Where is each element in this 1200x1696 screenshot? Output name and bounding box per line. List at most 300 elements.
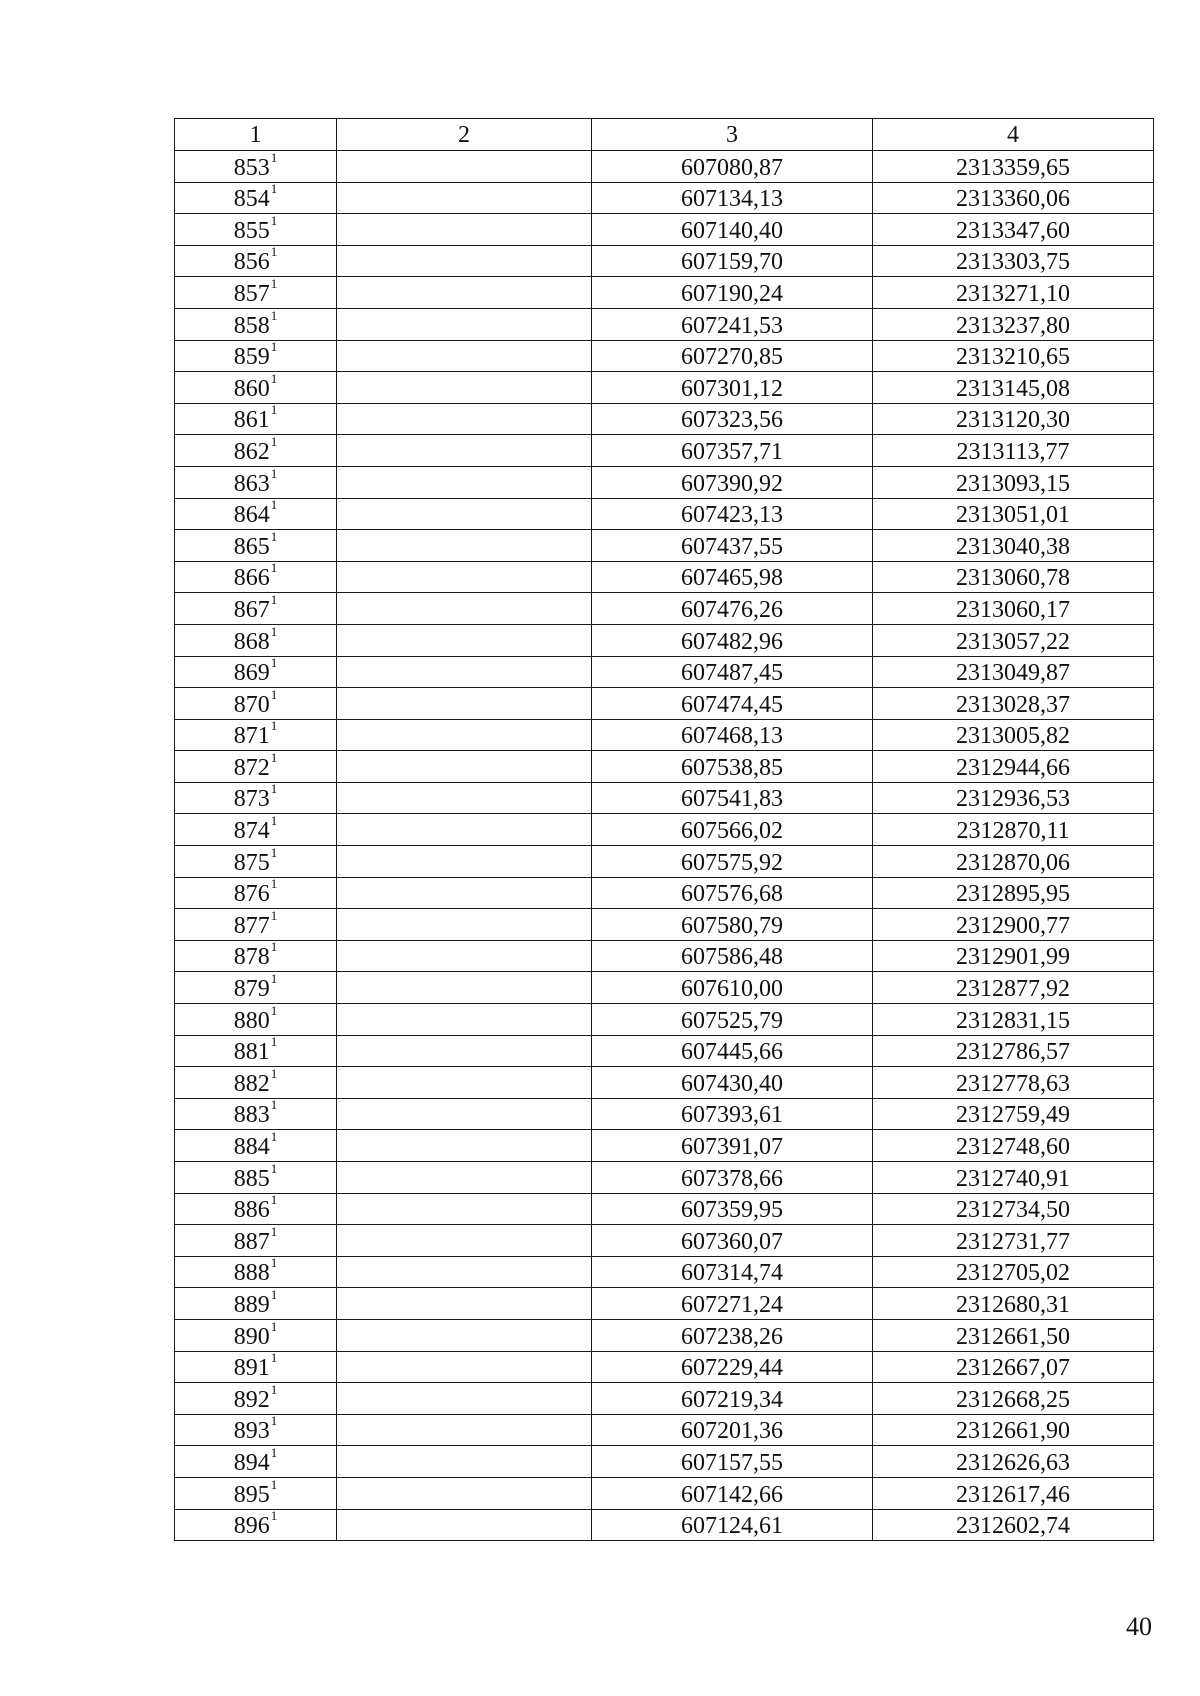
x-coordinate-cell: 607134,13	[592, 182, 873, 214]
y-coordinate-cell: 2313145,08	[873, 372, 1154, 404]
point-number: 889	[233, 1291, 270, 1318]
y-coordinate-cell: 2312786,57	[873, 1035, 1154, 1067]
point-number: 872	[233, 754, 270, 781]
point-number: 883	[233, 1102, 270, 1129]
y-coordinate-cell: 2313060,17	[873, 593, 1154, 625]
table-row	[175, 340, 1154, 372]
point-number-superscript: 1	[270, 1160, 278, 1176]
x-coordinate-cell: 607423,13	[592, 498, 873, 530]
table-row	[175, 972, 1154, 1004]
point-number-cell	[175, 340, 337, 372]
y-coordinate-cell: 2313060,78	[873, 561, 1154, 593]
point-number-superscript: 1	[270, 212, 278, 228]
column-2-cell	[337, 1193, 592, 1225]
y-coordinate-cell: 2312617,46	[873, 1477, 1154, 1509]
point-number-superscript: 1	[270, 433, 278, 449]
column-2-cell	[337, 1288, 592, 1320]
point-number-superscript: 1	[270, 560, 278, 576]
point-number-superscript: 1	[270, 591, 278, 607]
x-coordinate-cell: 607566,02	[592, 814, 873, 846]
point-number-superscript: 1	[270, 813, 278, 829]
x-coordinate-cell: 607468,13	[592, 719, 873, 751]
point-number-superscript: 1	[270, 971, 278, 987]
point-number-cell	[175, 688, 337, 720]
point-number: 864	[233, 502, 270, 529]
point-number-superscript: 1	[270, 275, 278, 291]
y-coordinate-cell: 2313210,65	[873, 340, 1154, 372]
column-2-cell	[337, 846, 592, 878]
y-coordinate-cell: 2312778,63	[873, 1067, 1154, 1099]
point-number: 885	[233, 1165, 270, 1192]
column-2-cell	[337, 751, 592, 783]
point-number-superscript: 1	[270, 339, 278, 355]
y-coordinate-cell: 2312661,90	[873, 1414, 1154, 1446]
x-coordinate-cell: 607378,66	[592, 1162, 873, 1194]
y-coordinate-cell: 2312900,77	[873, 909, 1154, 941]
x-coordinate-cell: 607482,96	[592, 624, 873, 656]
x-coordinate-cell: 607575,92	[592, 846, 873, 878]
point-number-cell	[175, 1383, 337, 1415]
table-row	[175, 1098, 1154, 1130]
x-coordinate-cell: 607201,36	[592, 1414, 873, 1446]
x-coordinate-cell: 607190,24	[592, 277, 873, 309]
point-number: 862	[233, 438, 270, 465]
point-number: 893	[233, 1418, 270, 1445]
point-number: 894	[233, 1449, 270, 1476]
point-number: 891	[233, 1355, 270, 1382]
y-coordinate-cell: 2312705,02	[873, 1256, 1154, 1288]
point-number: 859	[233, 344, 270, 371]
y-coordinate-cell: 2312740,91	[873, 1162, 1154, 1194]
point-number: 882	[233, 1070, 270, 1097]
point-number-cell	[175, 719, 337, 751]
y-coordinate-cell: 2313113,77	[873, 435, 1154, 467]
y-coordinate-cell: 2312895,95	[873, 877, 1154, 909]
point-number-cell	[175, 1256, 337, 1288]
y-coordinate-cell: 2312831,15	[873, 1004, 1154, 1036]
point-number: 865	[233, 533, 270, 560]
x-coordinate-cell: 607124,61	[592, 1509, 873, 1541]
point-number-superscript: 1	[270, 1192, 278, 1208]
x-coordinate-cell: 607474,45	[592, 688, 873, 720]
column-2-cell	[337, 1130, 592, 1162]
y-coordinate-cell: 2313005,82	[873, 719, 1154, 751]
point-number-cell	[175, 1414, 337, 1446]
x-coordinate-cell: 607080,87	[592, 151, 873, 183]
x-coordinate-cell: 607219,34	[592, 1383, 873, 1415]
y-coordinate-cell: 2313360,06	[873, 182, 1154, 214]
y-coordinate-cell: 2312748,60	[873, 1130, 1154, 1162]
y-coordinate-cell: 2312870,06	[873, 846, 1154, 878]
point-number-superscript: 1	[270, 1413, 278, 1429]
table-row	[175, 1509, 1154, 1541]
x-coordinate-cell: 607360,07	[592, 1225, 873, 1257]
point-number: 871	[233, 723, 270, 750]
x-coordinate-cell: 607241,53	[592, 308, 873, 340]
point-number-superscript: 1	[270, 655, 278, 671]
table-row	[175, 1256, 1154, 1288]
point-number: 870	[233, 691, 270, 718]
point-number-superscript: 1	[270, 402, 278, 418]
point-number-superscript: 1	[270, 939, 278, 955]
table-row	[175, 751, 1154, 783]
point-number-cell	[175, 814, 337, 846]
y-coordinate-cell: 2312626,63	[873, 1446, 1154, 1478]
column-2-cell	[337, 214, 592, 246]
x-coordinate-cell: 607238,26	[592, 1319, 873, 1351]
column-2-cell	[337, 1004, 592, 1036]
point-number-cell	[175, 656, 337, 688]
point-number-superscript: 1	[270, 1255, 278, 1271]
table-row	[175, 277, 1154, 309]
table-row	[175, 403, 1154, 435]
point-number-superscript: 1	[270, 1223, 278, 1239]
point-number-cell	[175, 909, 337, 941]
point-number: 887	[233, 1228, 270, 1255]
point-number-cell	[175, 1225, 337, 1257]
x-coordinate-cell: 607541,83	[592, 782, 873, 814]
point-number-cell	[175, 1162, 337, 1194]
point-number-cell	[175, 182, 337, 214]
point-number: 896	[233, 1513, 270, 1540]
point-number: 866	[233, 565, 270, 592]
column-2-cell	[337, 466, 592, 498]
point-number-cell	[175, 403, 337, 435]
point-number: 875	[233, 849, 270, 876]
y-coordinate-cell: 2313347,60	[873, 214, 1154, 246]
point-number-cell	[175, 1477, 337, 1509]
y-coordinate-cell: 2312680,31	[873, 1288, 1154, 1320]
point-number-cell	[175, 372, 337, 404]
x-coordinate-cell: 607157,55	[592, 1446, 873, 1478]
table-row	[175, 151, 1154, 183]
point-number-cell	[175, 498, 337, 530]
point-number: 857	[233, 280, 270, 307]
point-number-cell	[175, 245, 337, 277]
column-2-cell	[337, 1477, 592, 1509]
column-2-cell	[337, 782, 592, 814]
x-coordinate-cell: 607586,48	[592, 940, 873, 972]
point-number-superscript: 1	[270, 307, 278, 323]
header-col-1: 1	[175, 119, 337, 151]
x-coordinate-cell: 607142,66	[592, 1477, 873, 1509]
point-number-superscript: 1	[270, 149, 278, 165]
point-number-cell	[175, 972, 337, 1004]
column-2-cell	[337, 1098, 592, 1130]
table-row	[175, 1067, 1154, 1099]
column-2-cell	[337, 372, 592, 404]
point-number-superscript: 1	[270, 465, 278, 481]
y-coordinate-cell: 2312944,66	[873, 751, 1154, 783]
header-row	[175, 119, 1154, 151]
point-number-superscript: 1	[270, 623, 278, 639]
x-coordinate-cell: 607576,68	[592, 877, 873, 909]
x-coordinate-cell: 607538,85	[592, 751, 873, 783]
point-number: 892	[233, 1386, 270, 1413]
column-2-cell	[337, 435, 592, 467]
column-2-cell	[337, 1225, 592, 1257]
y-coordinate-cell: 2313057,22	[873, 624, 1154, 656]
table-row	[175, 877, 1154, 909]
point-number-cell	[175, 308, 337, 340]
column-2-cell	[337, 277, 592, 309]
x-coordinate-cell: 607359,95	[592, 1193, 873, 1225]
point-number-cell	[175, 1004, 337, 1036]
point-number: 879	[233, 976, 270, 1003]
x-coordinate-cell: 607525,79	[592, 1004, 873, 1036]
column-2-cell	[337, 1067, 592, 1099]
column-2-cell	[337, 530, 592, 562]
point-number: 868	[233, 628, 270, 655]
point-number: 858	[233, 312, 270, 339]
point-number: 869	[233, 660, 270, 687]
point-number: 853	[233, 154, 270, 181]
point-number-cell	[175, 1193, 337, 1225]
column-2-cell	[337, 1035, 592, 1067]
x-coordinate-cell: 607430,40	[592, 1067, 873, 1099]
y-coordinate-cell: 2313271,10	[873, 277, 1154, 309]
table-row	[175, 593, 1154, 625]
point-number-superscript: 1	[270, 181, 278, 197]
table-row	[175, 909, 1154, 941]
y-coordinate-cell: 2312870,11	[873, 814, 1154, 846]
point-number-superscript: 1	[270, 1286, 278, 1302]
x-coordinate-cell: 607270,85	[592, 340, 873, 372]
table-row	[175, 372, 1154, 404]
point-number: 876	[233, 881, 270, 908]
column-2-cell	[337, 909, 592, 941]
point-number-superscript: 1	[270, 1129, 278, 1144]
point-number-cell	[175, 214, 337, 246]
x-coordinate-cell: 607159,70	[592, 245, 873, 277]
y-coordinate-cell: 2312759,49	[873, 1098, 1154, 1130]
column-2-cell	[337, 1414, 592, 1446]
point-number: 888	[233, 1260, 270, 1287]
y-coordinate-cell: 2312602,74	[873, 1509, 1154, 1541]
table-row	[175, 1225, 1154, 1257]
table-row	[175, 1193, 1154, 1225]
x-coordinate-cell: 607610,00	[592, 972, 873, 1004]
column-2-cell	[337, 624, 592, 656]
y-coordinate-cell: 2313303,75	[873, 245, 1154, 277]
point-number: 886	[233, 1197, 270, 1224]
header-col-4: 4	[873, 119, 1154, 151]
y-coordinate-cell: 2313120,30	[873, 403, 1154, 435]
table-row	[175, 214, 1154, 246]
y-coordinate-cell: 2312731,77	[873, 1225, 1154, 1257]
point-number-cell	[175, 1351, 337, 1383]
table-row	[175, 1414, 1154, 1446]
y-coordinate-cell: 2312667,07	[873, 1351, 1154, 1383]
column-2-cell	[337, 972, 592, 1004]
column-2-cell	[337, 1162, 592, 1194]
y-coordinate-cell: 2313049,87	[873, 656, 1154, 688]
y-coordinate-cell: 2312877,92	[873, 972, 1154, 1004]
point-number-superscript: 1	[270, 528, 278, 544]
point-number: 873	[233, 786, 270, 813]
table-row	[175, 1351, 1154, 1383]
point-number-cell	[175, 1319, 337, 1351]
point-number-superscript: 1	[270, 497, 278, 513]
column-2-cell	[337, 340, 592, 372]
table-row	[175, 1035, 1154, 1067]
table-row	[175, 846, 1154, 878]
table-row	[175, 530, 1154, 562]
point-number-cell	[175, 1035, 337, 1067]
x-coordinate-cell: 607476,26	[592, 593, 873, 625]
point-number: 877	[233, 912, 270, 939]
column-2-cell	[337, 940, 592, 972]
table-row	[175, 940, 1154, 972]
page-number: 40	[1126, 1612, 1152, 1641]
y-coordinate-cell: 2312661,50	[873, 1319, 1154, 1351]
x-coordinate-cell: 607580,79	[592, 909, 873, 941]
table-row	[175, 308, 1154, 340]
table-row	[175, 719, 1154, 751]
point-number-cell	[175, 1288, 337, 1320]
point-number-superscript: 1	[270, 1318, 278, 1334]
point-number-superscript: 1	[270, 686, 278, 702]
point-number-superscript: 1	[270, 1034, 278, 1050]
x-coordinate-cell: 607487,45	[592, 656, 873, 688]
point-number-cell	[175, 435, 337, 467]
point-number-cell	[175, 1098, 337, 1130]
point-number-cell	[175, 782, 337, 814]
x-coordinate-cell: 607445,66	[592, 1035, 873, 1067]
column-2-cell	[337, 1351, 592, 1383]
table-row	[175, 624, 1154, 656]
point-number-superscript: 1	[270, 370, 278, 386]
table-row	[175, 1288, 1154, 1320]
point-number-superscript: 1	[270, 718, 278, 734]
y-coordinate-cell: 2313051,01	[873, 498, 1154, 530]
point-number: 867	[233, 596, 270, 623]
column-2-cell	[337, 1319, 592, 1351]
point-number-cell	[175, 466, 337, 498]
point-number: 878	[233, 944, 270, 971]
point-number-superscript: 1	[270, 1350, 278, 1366]
table-row	[175, 1130, 1154, 1162]
table-row	[175, 1162, 1154, 1194]
column-2-cell	[337, 593, 592, 625]
x-coordinate-cell: 607271,24	[592, 1288, 873, 1320]
point-number-superscript: 1	[270, 244, 278, 260]
point-number: 874	[233, 818, 270, 845]
coordinates-table	[174, 118, 1154, 1541]
column-2-cell	[337, 656, 592, 688]
x-coordinate-cell: 607391,07	[592, 1130, 873, 1162]
table-row	[175, 656, 1154, 688]
table-body	[175, 151, 1154, 1541]
x-coordinate-cell: 607314,74	[592, 1256, 873, 1288]
column-2-cell	[337, 719, 592, 751]
column-2-cell	[337, 498, 592, 530]
point-number: 884	[233, 1134, 270, 1160]
column-2-cell	[337, 1509, 592, 1541]
table-row	[175, 1004, 1154, 1036]
point-number-cell	[175, 1067, 337, 1099]
point-number: 855	[233, 217, 270, 244]
table-row	[175, 1383, 1154, 1415]
table-header	[175, 119, 1154, 151]
y-coordinate-cell: 2313028,37	[873, 688, 1154, 720]
header-col-3: 3	[592, 119, 873, 151]
y-coordinate-cell: 2312668,25	[873, 1383, 1154, 1415]
point-number-cell	[175, 1509, 337, 1541]
point-number-cell	[175, 277, 337, 309]
point-number-superscript: 1	[270, 876, 278, 892]
column-2-cell	[337, 1383, 592, 1415]
point-number: 860	[233, 375, 270, 402]
table-row	[175, 561, 1154, 593]
point-number-cell	[175, 624, 337, 656]
point-number-superscript: 1	[270, 844, 278, 860]
column-2-cell	[337, 151, 592, 183]
table-row	[175, 814, 1154, 846]
x-coordinate-cell: 607437,55	[592, 530, 873, 562]
point-number-superscript: 1	[270, 781, 278, 797]
table-row	[175, 182, 1154, 214]
table-row	[175, 1446, 1154, 1478]
x-coordinate-cell: 607301,12	[592, 372, 873, 404]
point-number: 881	[233, 1039, 270, 1066]
y-coordinate-cell: 2312901,99	[873, 940, 1154, 972]
x-coordinate-cell: 607465,98	[592, 561, 873, 593]
column-2-cell	[337, 308, 592, 340]
column-2-cell	[337, 688, 592, 720]
y-coordinate-cell: 2313359,65	[873, 151, 1154, 183]
y-coordinate-cell: 2313237,80	[873, 308, 1154, 340]
point-number-superscript: 1	[270, 1444, 278, 1460]
point-number-cell	[175, 751, 337, 783]
point-number-superscript: 1	[270, 1065, 278, 1081]
x-coordinate-cell: 607323,56	[592, 403, 873, 435]
column-2-cell	[337, 877, 592, 909]
point-number-cell	[175, 561, 337, 593]
column-2-cell	[337, 561, 592, 593]
point-number: 854	[233, 186, 270, 213]
table-row	[175, 688, 1154, 720]
point-number-superscript: 1	[270, 1002, 278, 1018]
point-number: 861	[233, 407, 270, 434]
point-number-cell	[175, 593, 337, 625]
column-2-cell	[337, 1446, 592, 1478]
y-coordinate-cell: 2313093,15	[873, 466, 1154, 498]
table-row	[175, 498, 1154, 530]
column-2-cell	[337, 1256, 592, 1288]
column-2-cell	[337, 814, 592, 846]
point-number: 856	[233, 249, 270, 276]
point-number: 880	[233, 1007, 270, 1034]
point-number: 890	[233, 1323, 270, 1350]
table-row	[175, 435, 1154, 467]
point-number-superscript: 1	[270, 749, 278, 765]
table-row	[175, 466, 1154, 498]
point-number-cell	[175, 151, 337, 183]
column-2-cell	[337, 403, 592, 435]
table-row	[175, 245, 1154, 277]
point-number-superscript: 1	[270, 1097, 278, 1113]
x-coordinate-cell: 607357,71	[592, 435, 873, 467]
table-row	[175, 1319, 1154, 1351]
x-coordinate-cell: 607393,61	[592, 1098, 873, 1130]
point-number-cell	[175, 530, 337, 562]
point-number-superscript: 1	[270, 1508, 278, 1524]
x-coordinate-cell: 607229,44	[592, 1351, 873, 1383]
point-number-superscript: 1	[270, 1381, 278, 1397]
column-2-cell	[337, 182, 592, 214]
header-col-2: 2	[337, 119, 592, 151]
